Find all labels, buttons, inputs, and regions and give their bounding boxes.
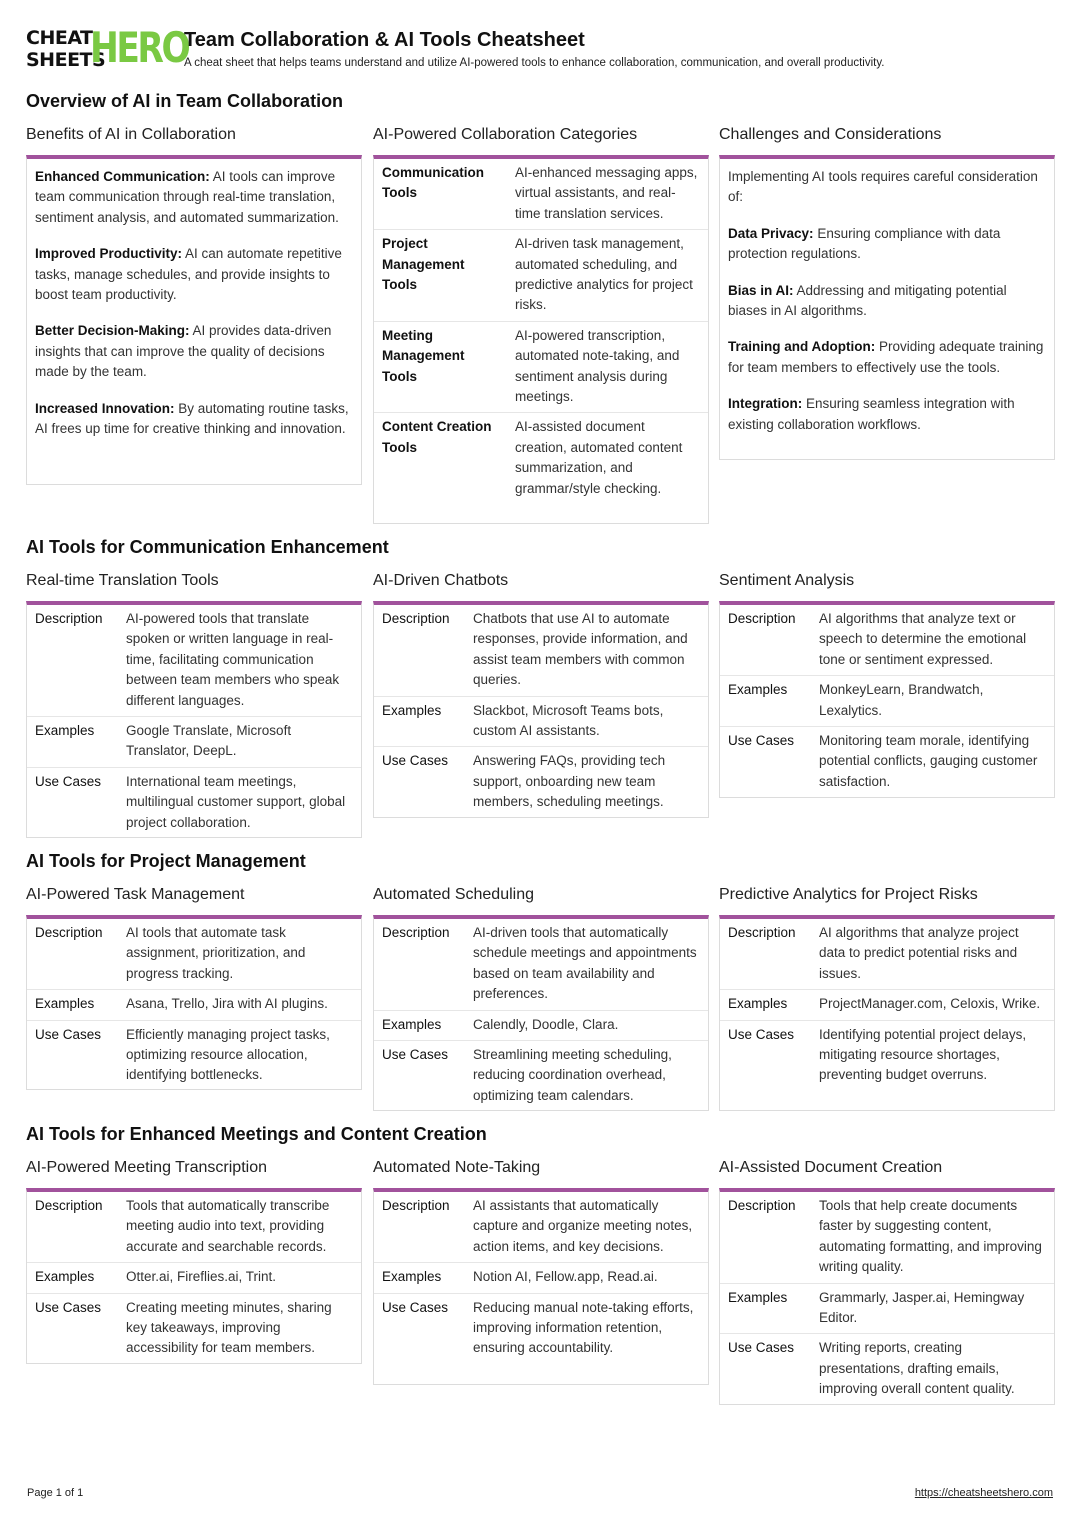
row-label: Use Cases: [382, 1047, 449, 1063]
row-label: Description: [720, 605, 811, 676]
section-title-meetings-content: AI Tools for Enhanced Meetings and Content Creation: [26, 1124, 487, 1144]
table-row: [374, 230, 708, 322]
detail-table: [27, 605, 361, 838]
detail-table: [27, 919, 361, 1091]
row-value: Identifying potential project delays, mitigating resource shortages, preventing budget overruns.: [819, 1026, 1027, 1083]
row-value: Otter.ai, Fireflies.ai, Trint.: [118, 1263, 361, 1293]
challenge-text: Ensuring compliance with data protection regulations.: [728, 225, 1001, 262]
card-title: Automated Note-Taking: [373, 1159, 541, 1176]
row-label: Use Cases: [728, 733, 795, 749]
table-row: [720, 605, 1054, 676]
challenges-intro: Implementing AI tools requires careful consideration of:: [728, 169, 1038, 205]
row-value: Slackbot, Microsoft Teams bots, custom AI assistants.: [465, 696, 708, 747]
row-value: MonkeyLearn, Brandwatch, Lexalytics.: [811, 676, 1054, 727]
detail-table: [374, 1192, 708, 1364]
header: [26, 23, 1056, 74]
table-row: [720, 1020, 1054, 1091]
row-value: Reducing manual note-taking efforts, improving information retention, ensuring accountability.: [473, 1299, 694, 1356]
table-row: [374, 696, 708, 747]
benefit-item: [35, 244, 353, 305]
detail-table: [720, 605, 1054, 797]
challenge-text: Addressing and mitigating potential biases in AI algorithms.: [728, 282, 1007, 319]
detail-table: [374, 919, 708, 1111]
row-value: Tools that automatically transcribe meeting audio into text, providing accurate and searchable records.: [118, 1192, 361, 1263]
benefit-text: AI provides data-driven insights that can improve the quality of decisions made by the team.: [35, 323, 332, 380]
table-row: [27, 717, 361, 768]
section-title-project-management: AI Tools for Project Management: [26, 851, 306, 871]
table-row: [374, 919, 708, 1010]
table-row: [27, 1020, 361, 1091]
card-automated-scheduling: [373, 915, 709, 1111]
row-value: Tools that help create documents faster by suggesting content, automating formatting, and improving writing quality.: [811, 1192, 1054, 1283]
card-categories: [373, 155, 709, 524]
row-value: Answering FAQs, providing tech support, onboarding new team members, scheduling meetings.: [473, 753, 666, 810]
table-row: [27, 1263, 361, 1293]
benefit-label: Enhanced Communication:: [35, 169, 210, 184]
benefit-label: Increased Innovation:: [35, 400, 175, 416]
category-name: Project Management Tools: [374, 230, 507, 322]
benefit-text: By automating routine tasks, AI frees up time for creative thinking and innovation.: [35, 400, 349, 437]
row-value: AI assistants that automatically capture and organize meeting notes, action items, and key decisions.: [465, 1192, 708, 1263]
card-title: Automated Scheduling: [373, 886, 534, 903]
table-row: [374, 1041, 708, 1112]
row-label: Examples: [27, 990, 118, 1020]
challenge-text: Ensuring seamless integration with existing collaboration workflows.: [728, 396, 1015, 432]
table-row: [27, 767, 361, 838]
table-row: [374, 1192, 708, 1263]
row-value: Google Translate, Microsoft Translator, DeepL.: [118, 717, 361, 768]
table-row: [720, 919, 1054, 990]
row-label: Use Cases: [382, 1299, 449, 1315]
row-value: International team meetings, multilingual customer support, global project collaboration.: [126, 773, 346, 830]
logo-text-sheets: SHEETS: [26, 49, 106, 71]
row-label: Examples: [374, 1010, 465, 1040]
row-label: Use Cases: [35, 1026, 102, 1042]
row-value: Efficiently managing project tasks, optimizing resource allocation, identifying bottlenecks.: [126, 1026, 330, 1083]
card-task-management: [26, 915, 362, 1090]
row-value: Grammarly, Jasper.ai, Hemingway Editor.: [811, 1283, 1054, 1334]
row-label: Description: [374, 605, 465, 696]
table-row: [27, 1192, 361, 1263]
row-label: Use Cases: [382, 753, 449, 769]
benefit-label: Better Decision-Making:: [35, 323, 190, 339]
card-title: AI-Powered Task Management: [26, 886, 245, 903]
table-row: [27, 605, 361, 717]
section-title-overview: Overview of AI in Team Collaboration: [26, 91, 344, 111]
table-row: [27, 1293, 361, 1364]
benefit-text: AI can automate repetitive tasks, manage schedules, and provide insights to boost team productivity.: [35, 246, 342, 303]
row-label: Description: [374, 1192, 465, 1263]
card-title: AI-Assisted Document Creation: [719, 1159, 943, 1176]
row-value: AI algorithms that analyze project data to predict potential risks and issues.: [811, 919, 1054, 990]
row-value: AI tools that automate task assignment, prioritization, and progress tracking.: [118, 919, 361, 990]
table-row: [374, 321, 708, 413]
table-row: [374, 159, 708, 230]
row-value: Notion AI, Fellow.app, Read.ai.: [465, 1263, 708, 1293]
card-document-creation: [719, 1188, 1055, 1405]
card-title: AI-Powered Meeting Transcription: [26, 1159, 267, 1176]
categories-table: [374, 159, 708, 504]
card-title-challenges: Challenges and Considerations: [719, 126, 942, 143]
table-row: [374, 1293, 708, 1364]
table-row: [720, 990, 1054, 1020]
challenge-label: Integration:: [728, 396, 803, 412]
page-title: Team Collaboration & AI Tools Cheatsheet: [184, 29, 585, 51]
benefit-text: AI tools can improve team communication through real-time translation, sentiment analysis, and automated summarization.: [35, 169, 339, 225]
table-row: [720, 1334, 1054, 1405]
row-label: Use Cases: [35, 773, 102, 789]
logo-text-cheat: CHEAT: [26, 27, 93, 49]
detail-table: [720, 919, 1054, 1091]
section-title-communication: AI Tools for Communication Enhancement: [26, 537, 389, 557]
row-value: Monitoring team morale, identifying potential conflicts, gauging customer satisfaction.: [819, 733, 1038, 789]
row-label: Use Cases: [35, 1299, 102, 1315]
card-challenges: [719, 155, 1055, 460]
challenge-item: [728, 281, 1046, 322]
table-row: [27, 919, 361, 990]
category-description: AI-enhanced messaging apps, virtual assistants, and real-time translation services.: [507, 159, 708, 230]
row-label: Examples: [27, 1263, 118, 1293]
challenge-item: [728, 224, 1046, 265]
site-link[interactable]: https://cheatsheetshero.com: [914, 1487, 1053, 1499]
table-row: [374, 1010, 708, 1040]
row-label: Description: [27, 1192, 118, 1263]
challenge-label: Data Privacy:: [728, 225, 814, 241]
card-translation-tools: [26, 601, 362, 838]
card-sentiment-analysis: [719, 601, 1055, 798]
challenge-item: [728, 394, 1046, 435]
category-name: Meeting Management Tools: [374, 321, 507, 413]
benefit-item: [35, 167, 353, 228]
row-label: Examples: [374, 1263, 465, 1293]
row-label: Use Cases: [728, 1340, 795, 1356]
card-title-categories: AI-Powered Collaboration Categories: [373, 126, 638, 143]
row-label: Examples: [720, 990, 811, 1020]
table-row: [720, 676, 1054, 727]
detail-table: [720, 1192, 1054, 1405]
detail-table: [374, 605, 708, 818]
row-value: Writing reports, creating presentations, drafting emails, improving overall content quality.: [819, 1340, 1015, 1397]
table-row: [374, 413, 708, 504]
card-title: Sentiment Analysis: [719, 572, 855, 589]
row-value: Streamlining meeting scheduling, reducing coordination overhead, optimizing team calendars.: [473, 1047, 672, 1103]
table-row: [720, 727, 1054, 798]
category-name: Content Creation Tools: [382, 419, 492, 455]
row-value: AI-driven tools that automatically schedule meetings and appointments based on team availability and preferences.: [465, 919, 708, 1010]
cheatsheetshero-logo[interactable]: [26, 23, 189, 72]
table-row: [720, 1192, 1054, 1283]
row-label: Examples: [27, 717, 118, 768]
challenge-text: Providing adequate training for team members to effectively use the tools.: [728, 339, 1044, 375]
card-title: Real-time Translation Tools: [26, 572, 219, 589]
row-label: Description: [720, 1192, 811, 1283]
table-row: [374, 605, 708, 696]
row-label: Description: [27, 605, 118, 717]
card-benefits: [26, 155, 362, 485]
row-label: Examples: [720, 1283, 811, 1334]
row-label: Description: [27, 919, 118, 990]
row-label: Use Cases: [728, 1026, 795, 1042]
challenge-label: Training and Adoption:: [728, 339, 876, 355]
table-row: [374, 1263, 708, 1293]
table-row: [374, 747, 708, 818]
row-value: Chatbots that use AI to automate responses, provide information, and assist team members with common queries.: [465, 605, 708, 696]
card-chatbots: [373, 601, 709, 818]
card-title-benefits: Benefits of AI in Collaboration: [26, 126, 236, 143]
row-value: Calendly, Doodle, Clara.: [465, 1010, 708, 1040]
detail-table: [27, 1192, 361, 1364]
challenge-label: Bias in AI:: [728, 282, 794, 298]
row-value: AI-powered tools that translate spoken or written language in real-time, facilitating communication between team members who speak different languages.: [118, 605, 361, 717]
table-row: [27, 990, 361, 1020]
row-label: Description: [374, 919, 465, 1010]
card-title: Predictive Analytics for Project Risks: [719, 886, 978, 903]
category-description: AI-assisted document creation, automated content summarization, and grammar/style checking.: [515, 419, 683, 496]
table-row: [720, 1283, 1054, 1334]
row-label: Examples: [720, 676, 811, 727]
card-title: AI-Driven Chatbots: [373, 572, 509, 589]
row-label: Examples: [374, 696, 465, 747]
category-description: AI-powered transcription, automated note-taking, and sentiment analysis during meetings.: [507, 321, 708, 413]
challenge-item: [728, 337, 1046, 378]
card-note-taking: [373, 1188, 709, 1385]
page-subtitle: A cheat sheet that helps teams understand and utilize AI-powered tools to enhance collaboration, communication, and overall productivity.: [184, 57, 885, 69]
card-meeting-transcription: [26, 1188, 362, 1364]
category-description: AI-driven task management, automated scheduling, and predictive analytics for project risks.: [507, 230, 708, 322]
category-name: Communication Tools: [374, 159, 507, 230]
row-value: Asana, Trello, Jira with AI plugins.: [118, 990, 361, 1020]
page-number: Page 1 of 1: [27, 1487, 84, 1499]
row-value: AI algorithms that analyze text or speech to determine the emotional tone or sentiment expressed.: [811, 605, 1054, 676]
logo-text-hero: HERO: [90, 23, 189, 72]
benefit-item: [35, 399, 353, 440]
row-value: ProjectManager.com, Celoxis, Wrike.: [811, 990, 1054, 1020]
benefit-label: Improved Productivity:: [35, 246, 183, 262]
card-predictive-analytics: [719, 915, 1055, 1111]
benefit-item: [35, 321, 353, 382]
row-value: Creating meeting minutes, sharing key takeaways, improving accessibility for team members.: [126, 1299, 332, 1356]
row-label: Description: [720, 919, 811, 990]
